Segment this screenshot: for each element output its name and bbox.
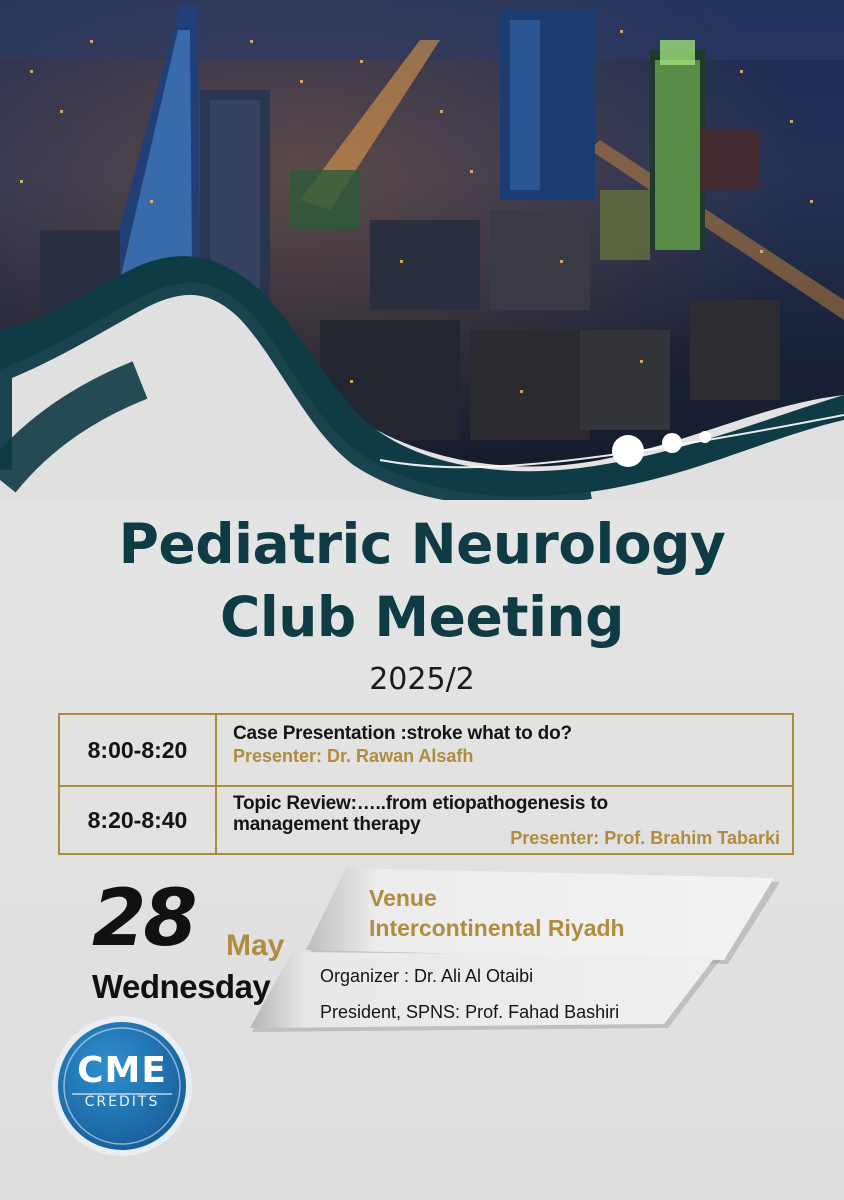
decorative-dot-medium (662, 433, 682, 453)
venue-label: Venue (369, 885, 437, 911)
schedule-topic: management therapy (233, 814, 421, 835)
president-text: President, SPNS: Prof. Fahad Bashiri (320, 1002, 620, 1022)
schedule-presenter: Presenter: Dr. Rawan Alsafh (233, 746, 474, 766)
schedule-time: 8:00-8:20 (59, 714, 216, 786)
schedule-topic-cell (216, 786, 793, 854)
decorative-dot-large (612, 435, 644, 467)
schedule-presenter: Presenter: Prof. Brahim Tabarki (510, 828, 780, 848)
schedule-row (59, 786, 793, 854)
schedule-row (59, 714, 793, 786)
venue-name: Intercontinental Riyadh (369, 915, 625, 941)
schedule-time: 8:20-8:40 (59, 786, 216, 854)
cme-badge-subtitle: CREDITS (84, 1094, 160, 1110)
schedule-table (58, 713, 794, 855)
event-month: May (226, 929, 285, 962)
schedule-topic-cell (216, 714, 793, 786)
decorative-dot-small (699, 431, 711, 443)
event-day: 28 (92, 874, 195, 964)
organizer-text: Organizer : Dr. Ali Al Otaibi (320, 966, 534, 986)
event-weekday: Wednesday (92, 968, 271, 1005)
event-title-line-2: Club Meeting (220, 585, 624, 649)
schedule-topic: Case Presentation :stroke what to do? (233, 723, 572, 744)
city-skyline-image (0, 0, 844, 500)
schedule-topic: Topic Review:…..from etiopathogenesis to (233, 793, 608, 814)
event-title-line-1: Pediatric Neurology (118, 512, 726, 576)
cme-badge-title: CME (77, 1050, 167, 1091)
event-edition: 2025/2 (369, 662, 475, 697)
